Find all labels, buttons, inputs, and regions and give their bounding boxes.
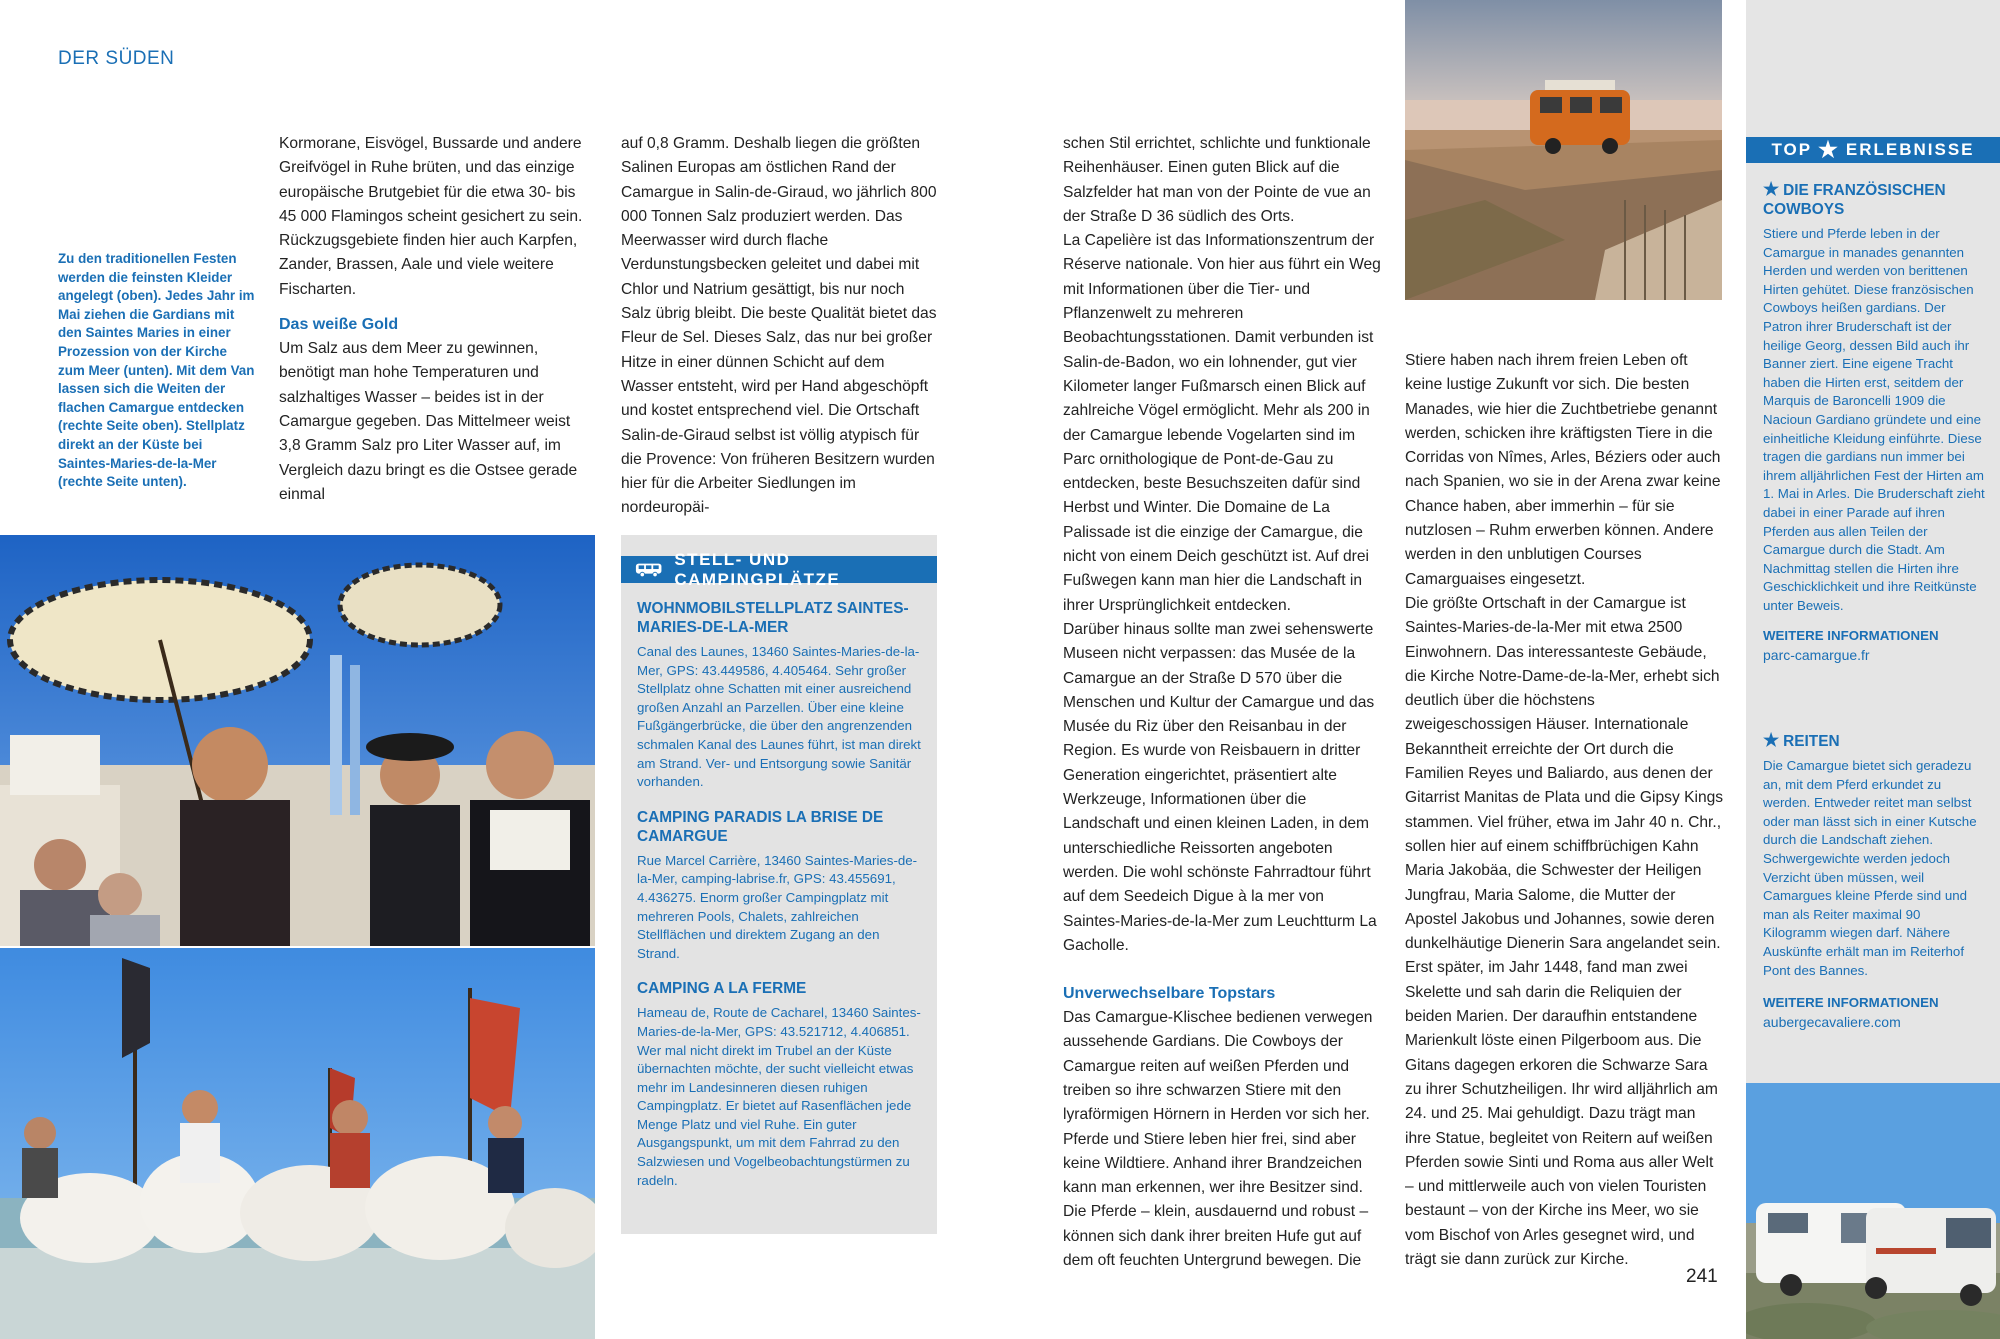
more-info-link[interactable]: aubergecavaliere.com [1763, 1013, 1901, 1030]
paragraph: Stiere haben nach ihrem freien Leben oft keine lustige Zukunft vor sich. Die besten Manades, wie hier die Zuchtbetriebe genannt werden, schicken ihre kräftigsten Tiere in die Corridas von Nîmes, Arles, Béziers oder auch nach Spanien, wo sie in der Arena zwar keine Chance haben, aber immerhin – für sie nutzlosen – Ruhm erwerben können. Andere werden in den unblutigen Courses Camarguaises eingesetzt. [1405, 352, 1721, 588]
top-experience-title [1763, 180, 1985, 219]
star-icon: ★ [1763, 179, 1780, 199]
camping-entry-name: WOHNMOBILSTELLPLATZ SAINTES-MARIES-DE-LA-MER [637, 600, 909, 636]
camping-entry [621, 979, 937, 1190]
top-experience-item [1763, 731, 1985, 1031]
photo-gardians-procession [0, 948, 595, 1339]
more-info-heading: WEITERE INFORMATIONEN [1763, 995, 1939, 1011]
photo-festival-costumes [0, 535, 595, 946]
star-icon: ★ [1763, 730, 1780, 750]
top-experience-title-text: REITEN [1783, 733, 1840, 750]
paragraph: Kormorane, Eisvögel, Bussarde und andere Greifvögel in Ruhe brüten, und das einzige europäische Brutgebiet für die etwa 30- bis 45 000 Flamingos scheint gesichert zu sein. Rückzugsgebiete finden hier auch Karpfen, Zander, Brassen, Aale und viele weitere Fischarten. [279, 135, 583, 298]
top-experience-title-text: DIE FRANZÖSISCHEN COWBOYS [1763, 182, 1946, 218]
camping-box-header [621, 549, 937, 589]
banner-label-left: TOP [1771, 140, 1813, 159]
more-info-heading: WEITERE INFORMATIONEN [1763, 628, 1939, 644]
camper-van-icon [635, 561, 662, 578]
photo-campervan-site [1746, 1083, 2000, 1339]
paragraph: schen Stil errichtet, schlichte und funktionale Reihenhäuser. Einen guten Blick auf die Salzfelder hat man von der Pointe de vue an der Straße D 36 südlich des Orts. [1063, 135, 1371, 225]
top-experiences-banner [1746, 137, 2000, 163]
camping-entry-name: CAMPING PARADIS LA BRISE DE CAMARGUE [637, 808, 884, 845]
more-info-link[interactable]: parc-camargue.fr [1763, 647, 1870, 664]
text-column-2 [621, 132, 937, 521]
banner-label-right: ERLEBNISSE [1845, 140, 1975, 159]
text-column-3 [1063, 132, 1381, 1273]
camping-entry-name: CAMPING A LA FERME [637, 980, 807, 998]
subheading: Unverwechselbare Topstars [1063, 985, 1276, 1003]
camping-entry [621, 599, 937, 792]
photo-caption: Zu den traditionellen Festen werden die feinsten Kleider angelegt (oben). Jedes Jahr im Mai ziehen die Gardians mit den Saintes Maries in einer Prozession von der Kirche zum Meer (unten). Mit dem Van lassen sich die Weiten der flachen Camargue entdecken (rechte Seite oben). Stellplatz direkt an der Küste bei Saintes-Maries-de-la-Mer (rechte Seite unten). [58, 251, 255, 490]
subheading: Das weiße Gold [279, 316, 399, 334]
photo-van-camargue [1405, 0, 1722, 300]
star-icon: ★ [1818, 137, 1840, 162]
camping-entry-text: Canal des Launes, 13460 Saintes-Maries-de-la-Mer, GPS: 43.449586, 4.405464. Sehr großer Stellplatz ohne Schatten mit einer ausreichend großen Anzahl an Parzellen. Über eine kleine Fußgängerbrücke, die über den angrenzenden schmalen Kanal des Launes führt, ist man direkt am Strand. Ver- und Entsorgung sowie Sanitär vorhanden. [637, 644, 921, 790]
top-experience-title [1763, 731, 1985, 751]
paragraph: Darüber hinaus sollte man zwei sehenswerte Museen nicht verpassen: das Musée de la Camargue an der Straße D 570 über die Menschen und Kultur der Camargue und das Musée du Riz über den Reisanbau in der Region. Es wurde von Reisbauern in dritter Generation eingerichtet, präsentiert alte Werkzeuge, Informationen über die Landschaft und einen kleinen Laden, in dem unterschiedliche Reissorten angeboten werden. Die wohl schönste Fahrradtour führt auf dem Seedeich Digue à la mer von Saintes-Maries-de-la-Mer zum Leuchtturm La Gacholle. [1063, 620, 1377, 954]
section-label: DER SÜDEN [58, 48, 175, 69]
text-column-4 [1405, 349, 1725, 1272]
paragraph: La Capelière ist das Informationszentrum der Réserve nationale. Von hier aus führt ein Weg mit Informationen über die Tier- und Pflanzenwelt zu mehreren Beobachtungsstationen. Damit verbunden ist Salin-de-Badon, wo ein lohnender, gut vier Kilometer langer Fußmarsch einen Blick auf zahlreiche Vögel ermöglicht. Mehr als 200 in der Camargue lebende Vogelarten sind im Parc ornithologique de Pont-de-Gau zu entdecken, beste Besuchszeiten dafür sind Herbst und Winter. Die Domaine de La Palissade ist die einzige der Camargue, die nicht von einem Deich geschützt ist. Auf drei Fußwegen kann man hier die Landschaft in ihrer Ursprünglichkeit entdecken. [1063, 232, 1381, 614]
camping-entry-text: Rue Marcel Carrière, 13460 Saintes-Maries-de-la-Mer, camping-labrise.fr, GPS: 43.455691, 4.436275. Enorm großer Campingplatz mit mehreren Pools, Chalets, zahlreichen Stellflächen und direktem Zugang an den Strand. [637, 852, 918, 961]
camping-entry-text: Hameau de, Route de Cacharel, 13460 Saintes-Maries-de-la-Mer, GPS: 43.521712, 4.406851. Wer mal nicht direkt im Trubel an der Küste übernachten möchte, der sucht vielleicht etwas mehr im Landesinneren diesen ruhigen Campingplatz. Er bietet auf Rasenflächen jede Menge Platz und viel Ruhe. Ein guter Ausgangspunkt, um mit dem Fahrrad zu den Salzwiesen und Vogelbeobachtungstürmen zu radeln. [637, 1005, 921, 1188]
camping-box-title: STELL- UND CAMPINGPLÄTZE [674, 549, 841, 589]
top-experience-text: Stiere und Pferde leben in der Camargue in manades genannten Herden und werden von berittenen Hirten gehütet. Diese französischen Cowboys heißen gardians. Der Patron ihrer Bruderschaft ist der heilige Georg, dessen Bild auch ihr Banner ziert. Eine eigene Tracht haben die Hirten erst, seitdem der Marquis de Baroncelli 1909 die Nacioun Gardiano gründete und eine einheitliche Kleidung einführte. Diese tragen die gardians nun immer bei ihrem alljährlichen Fest der Hirten am 1. Mai in Arles. Die Bruderschaft zieht dabei in einer Parade auf ihren Pferden aus allen Teilen der Camargue durch die Stadt. Am Nachmittag stellen die Hirten ihre Geschicklichkeit und ihre Reitkünste unter Beweis. [1763, 226, 1985, 613]
top-experience-text: Die Camargue bietet sich geradezu an, mit dem Pferd erkundet zu werden. Entweder reitet man selbst oder man lässt sich in einer Kutsche durch die Landschaft ziehen. Schwergewichte werden jedoch Verzicht üben müssen, weil Camargues kleine Pferde sind und man als Reiter maximal 90 Kilogramm wiegen darf. Nähere Auskünfte erhält man im Reiterhof Pont des Bannes. [1763, 758, 1977, 978]
paragraph: Um Salz aus dem Meer zu gewinnen, benötigt man hohe Temperaturen und salzhaltiges Wasser – beides ist in der Camargue gegeben. Das Mittelmeer weist 3,8 Gramm Salz pro Liter Wasser auf, im Vergleich dazu bringt es die Ostsee gerade einmal [279, 340, 578, 503]
camping-entry [621, 808, 937, 964]
page-number: 241 [1686, 1266, 1718, 1287]
paragraph: Die größte Ortschaft in der Camargue ist Saintes-Maries-de-la-Mer mit etwa 2500 Einwohnern. Das interessanteste Gebäude, die Kirche Notre-Dame-de-la-Mer, erhebt sich deutlich über die höchstens zweigeschossigen Häuser. Internationale Bekanntheit erreichte der Ort durch die Familien Reyes und Baliardo, aus denen der Gitarrist Manitas de Plata und die Gipsy Kings stammen. Viel früher, etwa im Jahr 40 n. Chr., sollen hier auf einem schiffbrüchigen Kahn Maria Jakobäa, die Schwester der Heiligen Jungfrau, Maria Salome, die Mutter der Apostel Jakobus und Johannes, sowie deren dunkelhäutige Dienerin Sara angelandet sein. Erst später, im Jahr 1448, fand man zwei Skelette und sah darin die Reliquien der beiden Marien. Der daraufhin entstandene Marienkult löste einen Pilgerboom aus. Die Gitans dagegen erkoren die Schwarze Sara zu ihrer Schutzheiligen. Ihr wird alljährlich am 24. und 25. Mai gehuldigt. Dazu trägt man ihre Statue, begleitet von Reitern auf weißen Pferden sowie Sinti und Roma aus aller Welt – und mittlerweile auch von vielen Touristen bestaunt – von der Kirche ins Meer, wo sie vom Bischof von Arles gesegnet wird, und trägt sie dann zurück zur Kirche. [1405, 594, 1724, 1268]
text-column-1 [279, 132, 594, 507]
camping-info-box [621, 535, 937, 1234]
paragraph: auf 0,8 Gramm. Deshalb liegen die größten Salinen Europas am östlichen Rand der Camargue in Salin-de-Giraud, wo jährlich 800 000 Tonnen Salz produziert werden. Das Meerwasser wird durch flache Verdunstungsbecken geleitet und dabei mit Chlor und Natrium gesättigt, bis nur noch Salz übrig bleibt. Die beste Qualität bietet das Fleur de Sel. Dieses Salz, das nur bei großer Hitze in einer dünnen Schicht auf dem Wasser entsteht, wird per Hand abgeschöpft und kostet entsprechend viel. Die Ortschaft Salin-de-Giraud selbst ist völlig atypisch für die Provence: Von früheren Besitzern wurden hier für die Arbeiter Siedlungen im nordeuropäi- [621, 135, 937, 517]
paragraph: Das Camargue-Klischee bedienen verwegen aussehende Gardians. Die Cowboys der Camargue reiten auf weißen Pferden und treiben so ihre schwarzen Stiere mit den lyraförmigen Hörnern in Herden vor sich her. Pferde und Stiere leben hier frei, sind aber keine Wildtiere. Anhand ihrer Brandzeichen kann man erkennen, wer ihre Besitzer sind. Die Pferde – klein, ausdauernd und robust – können sich dank ihrer breiten Hufe gut auf dem oft feuchten Untergrund bewegen. Die [1063, 1009, 1373, 1270]
top-experience-item [1763, 180, 1985, 665]
